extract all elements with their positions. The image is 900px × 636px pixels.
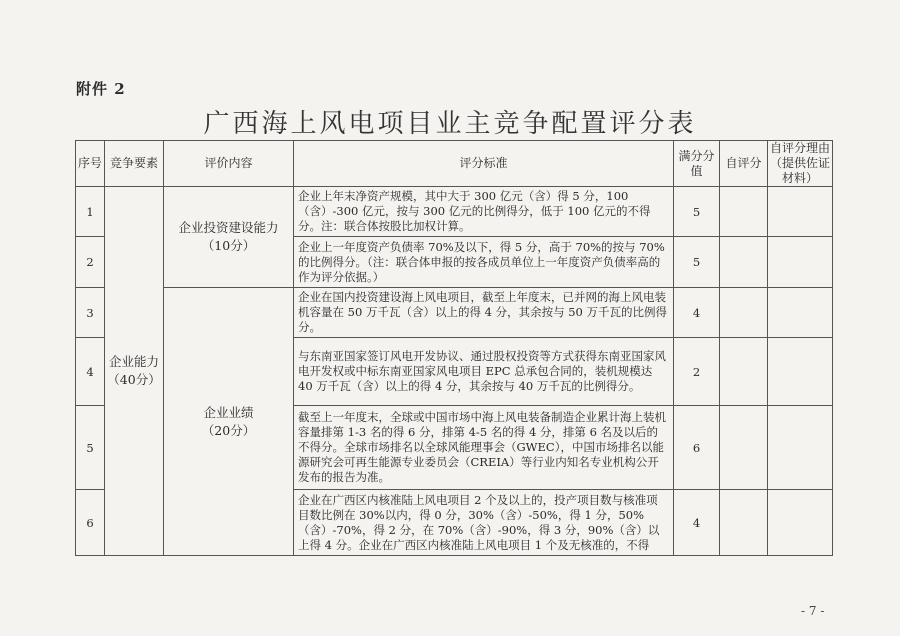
- content-group-score: （20分）: [201, 422, 256, 438]
- table-row: [76, 288, 833, 338]
- factor-group-name: 企业能力: [108, 354, 159, 369]
- row-reason[interactable]: [768, 406, 833, 490]
- header-reason: 自评分理由（提供佐证材料）: [768, 141, 833, 187]
- row-self-score[interactable]: [720, 237, 768, 288]
- header-factor: 竞争要素: [105, 141, 164, 187]
- header-seq: 序号: [76, 141, 105, 187]
- row-standard: 与东南亚国家签订风电开发协议、通过股权投资等方式获得东南亚国家风电开发权或中标东南亚国家风电项目 EPC 总承包合同的，装机规模达 40 万千瓦（含）以上的得 4 分，其余按与 40 万千瓦的比例得分。: [294, 338, 674, 406]
- row-seq: 4: [76, 338, 105, 406]
- row-seq: 3: [76, 288, 105, 338]
- row-reason[interactable]: [768, 237, 833, 288]
- factor-group-cell: [105, 187, 164, 556]
- row-standard: 企业在广西区内核准陆上风电项目 2 个及以上的，投产项目数与核准项目数比例在 30%以内，得 0 分，30%（含）-50%，得 1 分，50%（含）-70%，得 2 分，在 70%（含）-90%，得 3 分，90%（含）以上得 4 分。企业在广西区内核准陆上风电项目 1 个及无核准的，不得: [294, 490, 674, 556]
- row-reason[interactable]: [768, 187, 833, 237]
- row-seq: 5: [76, 406, 105, 490]
- content-group-investment: [164, 187, 294, 288]
- row-standard: 企业上一年度资产负债率 70%及以下，得 5 分，高于 70%的按与 70%的比例得分。（注：联合体申报的按各成员单位上一年度资产负债率高的作为评分依据。）: [294, 237, 674, 288]
- row-full-score: 4: [674, 288, 720, 338]
- content-group-score: （10分）: [201, 238, 256, 253]
- row-self-score[interactable]: [720, 406, 768, 490]
- page-number: - 7 -: [801, 604, 825, 618]
- row-self-score[interactable]: [720, 288, 768, 338]
- row-standard: 企业在国内投资建设海上风电项目，截至上年度末，已并网的海上风电装机容量在 50 万千瓦（含）以上的得 4 分，其余按与 50 万千瓦的比例得分。: [294, 288, 674, 338]
- table-row: [76, 187, 833, 237]
- row-seq: 6: [76, 490, 105, 556]
- header-standard: 评分标准: [294, 141, 674, 187]
- row-standard: 截至上一年度末，全球或中国市场中海上风电装备制造企业累计海上装机容量排第 1-3 名的得 6 分，排第 4-5 名的得 4 分，排第 6 名及以后的不得分。全球市场排名以全球风能理事会（GWEC），中国市场排名以能源研究会可再生能源专业委员会（CREIA）等行业内知名专业机构公开发布的报告为准。: [294, 406, 674, 490]
- table-header-row: [76, 141, 833, 187]
- row-seq: 1: [76, 187, 105, 237]
- row-standard: 企业上年末净资产规模，其中大于 300 亿元（含）得 5 分，100（含）-300 亿元，按与 300 亿元的比例得分，低于 100 亿元的不得分。注：联合体按股比加权计算。: [294, 187, 674, 237]
- row-self-score[interactable]: [720, 490, 768, 556]
- row-full-score: 5: [674, 187, 720, 237]
- header-self-score: 自评分: [720, 141, 768, 187]
- row-full-score: 5: [674, 237, 720, 288]
- header-full-score: 满分分值: [674, 141, 720, 187]
- row-reason[interactable]: [768, 490, 833, 556]
- row-reason[interactable]: [768, 338, 833, 406]
- scoring-table: [75, 140, 833, 556]
- row-self-score[interactable]: [720, 187, 768, 237]
- factor-group-score: （40分）: [107, 372, 161, 387]
- page-title: 广西海上风电项目业主竞争配置评分表: [203, 109, 697, 139]
- row-full-score: 4: [674, 490, 720, 556]
- content-group-name: 企业投资建设能力: [178, 220, 279, 235]
- row-full-score: 6: [674, 406, 720, 490]
- row-seq: 2: [76, 237, 105, 288]
- content-group-name: 企业业绩: [203, 404, 254, 420]
- row-self-score[interactable]: [720, 338, 768, 406]
- row-reason[interactable]: [768, 288, 833, 338]
- header-content: 评价内容: [164, 141, 294, 187]
- attachment-label: 附件 2: [76, 80, 126, 98]
- row-full-score: 2: [674, 338, 720, 406]
- content-group-performance: [164, 288, 294, 556]
